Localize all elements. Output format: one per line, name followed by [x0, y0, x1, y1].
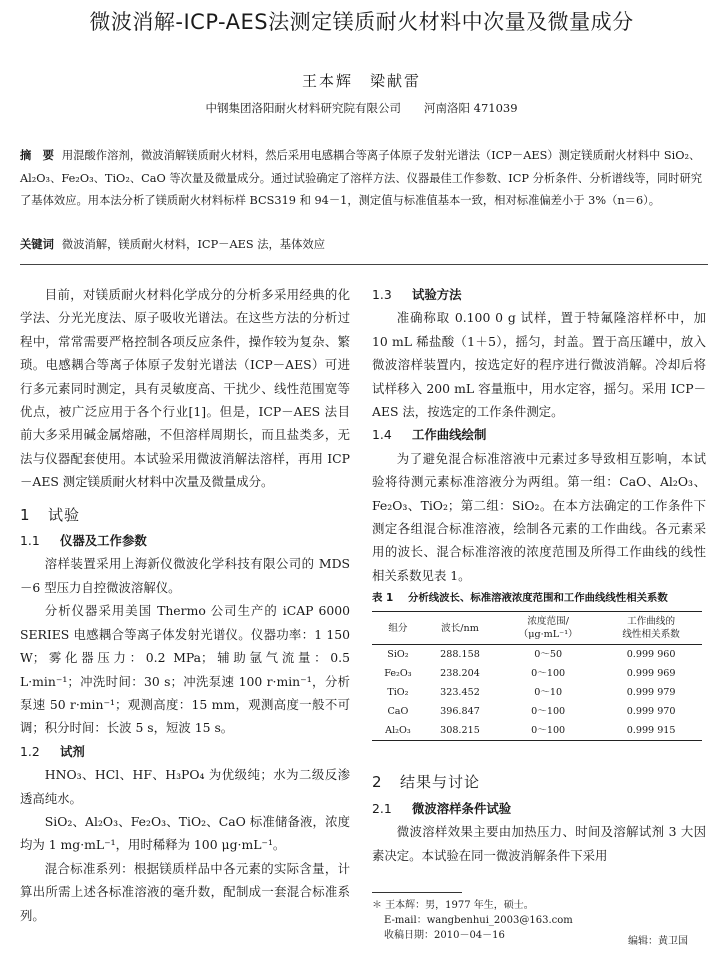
table-row	[372, 645, 702, 665]
abstract-divider	[20, 264, 708, 265]
table-cell: 238.204	[440, 668, 480, 680]
table-cell: SiO₂	[387, 649, 409, 661]
subsection-1-3-heading	[372, 283, 706, 306]
table-cell: 288.158	[440, 649, 480, 661]
table-header-cell: 工作曲线的 线性相关系数	[600, 612, 702, 645]
footnote-received-date: 收稿日期：2010－04－16	[384, 930, 505, 941]
subsection-1-4-number: 1.4	[372, 427, 392, 443]
table-row	[372, 664, 702, 683]
left-column	[20, 283, 350, 927]
footnote-email: E-mail：wangbenhui_2003@163.com	[384, 915, 573, 926]
table-cell: Fe₂O₃	[384, 668, 412, 680]
right-column	[372, 283, 706, 867]
paragraph: HNO₃、HCl、HF、H₃PO₄ 为优级纯；水为二级反渗透高纯水。	[20, 767, 350, 806]
subsection-1-3-title: 试验方法	[412, 287, 462, 302]
paragraph: 准确称取 0.100 0 g 试样，置于特氟隆溶样杯中，加 10 mL 稀盐酸（1＋5），摇匀，封盖。置于高压罐中，放入微波溶样装置内，按选定好的程序进行微波消解。冷却后将试样移入 200 mL 容量瓶中，用水定容，摇匀。采用 ICP－AES 法，按选定的工作条件测定。	[372, 310, 706, 420]
section-1-number: 1	[20, 505, 31, 524]
footnote-divider	[372, 892, 462, 893]
editor-credit: 编辑：黄卫国	[628, 936, 688, 947]
paragraph: SiO₂、Al₂O₃、Fe₂O₃、TiO₂、CaO 标准储备液，浓度均为 1 mg·mL⁻¹，用时稀释为 100 μg·mL⁻¹。	[20, 813, 350, 853]
table-caption-text: 分析线波长、标准溶液浓度范围和工作曲线线性相关系数	[408, 592, 668, 605]
table-cell: Al₂O₃	[372, 721, 424, 741]
table-cell: 0～100	[496, 721, 600, 741]
section-2-heading	[372, 771, 706, 794]
table-cell: 0.999 979	[626, 687, 676, 699]
subsection-1-2-title: 试剂	[60, 743, 85, 759]
table-cell: 396.847	[440, 706, 480, 718]
table-cell: 0～10	[534, 687, 563, 699]
section-2-title: 结果与讨论	[400, 773, 481, 792]
table-row	[372, 683, 702, 702]
affiliation: 中钢集团洛阳耐火材料研究院有限公司 河南洛阳 471039	[205, 101, 518, 115]
keywords-text: 微波消解，镁质耐火材料，ICP－AES 法，基体效应	[61, 238, 325, 251]
subsection-1-1-heading	[20, 529, 350, 552]
paragraph: 混合标准系列：根据镁质样品中各元素的实际含量，计算出所需上述各标准溶液的毫升数，配制成一套混合标准系列。	[20, 860, 350, 923]
subsection-2-1-title: 微波溶样条件试验	[412, 800, 512, 816]
subsection-2-1-number: 2.1	[372, 800, 392, 816]
footnote-author: ＊ 王本辉：男，1977 年生，硕士。	[372, 900, 534, 911]
table-row	[372, 702, 702, 721]
authors: 王本辉 梁献雷	[301, 72, 421, 90]
table-cell: 0～50	[534, 649, 563, 661]
table-cell: 0.999 969	[626, 668, 676, 680]
subsection-1-1-title: 仪器及工作参数	[60, 533, 147, 549]
table-cell: 308.215	[424, 721, 496, 741]
table-cell: CaO	[387, 706, 409, 718]
keywords-label: 关键词	[20, 238, 54, 251]
section-1-title: 试验	[48, 505, 81, 524]
paragraph: 微波溶样效果主要由加热压力、时间及溶解试剂 3 大因素决定。本试验在同一微波消解条件下采用	[372, 824, 706, 863]
subsection-1-2-number: 1.2	[20, 743, 40, 759]
subsection-1-3-number: 1.3	[372, 287, 392, 302]
keywords	[20, 235, 708, 255]
table-row	[372, 721, 702, 741]
paragraph: 分析仪器采用美国 Thermo 公司生产的 iCAP 6000 SERIES 电感耦合等离子体发射光谱仪。仪器功率：1 150 W；雾化器压力：0.2 MPa；辅助氩气流量：0.5 L·min⁻¹；冲洗时间：30 s；冲洗泵速 100 r·min⁻¹，分析泵速 50 r·min⁻¹；观测高度：15 mm，观测高度一般不可调；积分时间：长波 5 s，短波 15 s。	[20, 603, 350, 736]
table-header-cell: 波长/nm	[424, 612, 496, 645]
section-2-number: 2	[372, 773, 383, 792]
section-1-heading	[20, 504, 350, 527]
abstract-text: 用混酸作溶剂，微波消解镁质耐火材料，然后采用电感耦合等离子体原子发射光谱法（ICP－AES）测定镁质耐火材料中 SiO₂、Al₂O₃、Fe₂O₃、TiO₂、CaO 等次量及微量成分。通过试验确定了溶样方法、仪器最佳工作参数、ICP 分析条件、分析谱线等，同时研究了基体效应。用本法分析了镁质耐火材料标样 BCS319 和 94－1，测定值与标准值基本一致，相对标准偏差小于 3%（n＝6）。	[20, 149, 703, 207]
table-header-row	[372, 612, 702, 645]
subsection-2-1-heading	[372, 797, 706, 820]
paragraph: 为了避免混合标准溶液中元素过多导致相互影响，本试验将待测元素标准溶液分为两组。第一组：CaO、Al₂O₃、Fe₂O₃、TiO₂；第二组：SiO₂。在本方法确定的工作条件下测定各组混合标准溶液，绘制各元素的工作曲线。各元素采用的波长、混合标准溶液的浓度范围及所得工作曲线的线性相关系数见表 1。	[372, 450, 706, 583]
subsection-1-4-title: 工作曲线绘制	[412, 427, 487, 443]
subsection-1-1-number: 1.1	[20, 533, 40, 549]
table-caption	[372, 591, 706, 605]
table-cell: 0.999 915	[600, 721, 702, 741]
table-cell: 0～100	[531, 668, 566, 680]
table-label: 表 1	[372, 592, 394, 605]
table-cell: 323.452	[440, 687, 480, 699]
paragraph: 溶样装置采用上海新仪微波化学科技有限公司的 MDS－6 型压力自控微波溶解仪。	[20, 556, 350, 595]
table-cell: 0.999 960	[626, 649, 676, 661]
data-table	[372, 611, 702, 741]
table-header-cell: 浓度范围/ （μg·mL⁻¹）	[496, 612, 600, 645]
abstract-label: 摘 要	[20, 149, 54, 162]
table-header-cell: 组分	[372, 612, 424, 645]
subsection-1-4-heading	[372, 423, 706, 446]
table-cell: 0.999 970	[626, 706, 676, 718]
table-cell: TiO₂	[387, 687, 409, 699]
abstract	[20, 145, 708, 213]
intro-paragraph: 目前，对镁质耐火材料化学成分的分析多采用经典的化学法、分光光度法、原子吸收光谱法。在这些方法的分析过程中，常常需要严格控制各项反应条件，操作较为复杂、繁琐。电感耦合等离子体原子发射光谱法（ICP－AES）可进行多元素同时测定，具有灵敏度高、干扰少、线性范围宽等优点，被广泛应用于各个行业[1]。但是，ICP－AES 法目前大多采用碱金属熔融，不但溶样周期长，而且盐类多，无法与仪器配套使用。本试验采用微波消解法溶样，再用 ICP－AES 测定镁质耐火材料中次量及微量成分。	[20, 287, 350, 490]
subsection-1-2-heading	[20, 740, 350, 763]
paper-title: 微波消解-ICP-AES法测定镁质耐火材料中次量及微量成分	[89, 10, 634, 34]
table-cell: 0～100	[531, 706, 566, 718]
